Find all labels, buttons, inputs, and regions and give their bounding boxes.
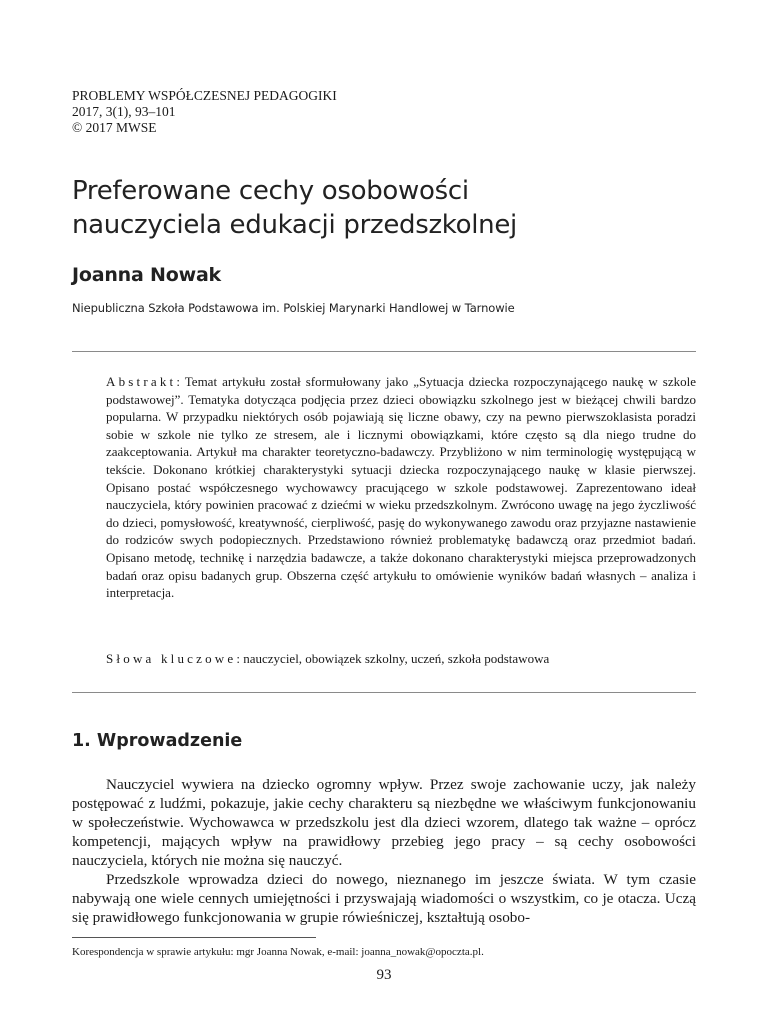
journal-header <box>72 88 337 136</box>
footnote: Korespondencja w sprawie artykułu: mgr Joanna Nowak, e-mail: joanna_nowak@opoczta.pl. <box>72 946 484 958</box>
article-title <box>72 174 517 242</box>
journal-name: PROBLEMY WSPÓŁCZESNEJ PEDAGOGIKI <box>72 88 337 103</box>
abstract-label: Abstrakt <box>106 374 177 389</box>
journal-issue: 2017, 3(1), 93–101 <box>72 104 176 119</box>
title-line-1: Preferowane cechy osobowości <box>72 176 469 206</box>
keywords <box>106 650 696 668</box>
journal-copyright: © 2017 MWSE <box>72 120 157 135</box>
section-heading: 1. Wprowadzenie <box>72 731 243 751</box>
keywords-text: : nauczyciel, obowiązek szkolny, uczeń, szkoła podstawowa <box>236 651 550 666</box>
abstract <box>106 373 696 602</box>
author-affiliation: Niepubliczna Szkoła Podstawowa im. Polskiej Marynarki Handlowej w Tarnowie <box>72 301 515 315</box>
paragraph-1: Nauczyciel wywiera na dziecko ogromny wpływ. Przez swoje zachowanie uczy, jak należy postępować z ludźmi, pokazuje, jakie cechy charakteru są niezbędne we właściwym funkcjonowaniu w społeczeństwie. Wychowawca w przedszkolu jest dla dzieci wzorem, dlatego tak ważne – oprócz kompetencji, mających wpływ na prawidłowy przebieg jego pracy – są cechy osobowości nauczyciela, których nie można się nauczyć. <box>72 776 696 869</box>
footnote-divider <box>72 937 316 938</box>
body-text <box>72 775 696 927</box>
title-line-2: nauczyciela edukacji przedszkolnej <box>72 210 517 240</box>
author-name: Joanna Nowak <box>72 264 221 286</box>
paragraph-2: Przedszkole wprowadza dzieci do nowego, nieznanego im jeszcze świata. W tym czasie nabywają one wiele cennych umiejętności i przyswajają wiadomości o wszystkim, co je otacza. Uczą się prawidłowego funkcjonowania w grupie rówieśniczej, kształtują osobo- <box>72 871 696 926</box>
keywords-label: Słowa kluczowe <box>106 651 237 666</box>
abstract-text: : Temat artykułu został sformułowany jako „Sytuacja dziecka rozpoczynającego naukę w szkole podstawowej”. Tematyka dotycząca podjęcia przez dzieci obowiązku szkolnego jest w bieżącej chwili bardzo popularna. W przypadku niektórych osób pojawiają się liczne obawy, czy na pewno pierwszoklasista poradzi sobie w szkole nie tylko ze stresem, ale i licznymi obowiązkami, które często są dla niego trudne do zaakceptowania. Artykuł ma charakter teoretyczno-badawczy. Przybliżono w nim terminologię występującą w tekście. Dokonano krótkiej charakterystyki sytuacji dziecka rozpoczynającego naukę w klasie pierwszej. Opisano postać współczesnego wychowawcy pracującego w szkole podstawowej. Zaprezentowano ideał nauczyciela, który powinien pracować z dziećmi w wieku przedszkolnym. Zwrócono uwagę na jego życzliwość do dzieci, pomysłowość, kreatywność, cierpliwość, pasję do wykonywanego zawodu oraz przyjazne nastawienie do rodziców swych podopiecznych. Przedstawiono również problematykę badawczą oraz przedmiot badań. Opisano metodę, technikę i narzędzia badawcze, a także dokonano charakterystyki miejsca przeprowadzonych badań oraz opisu badanych grup. Obszerna część artykułu to omówienie wyników badań własnych – analiza i interpretacja. <box>106 374 696 601</box>
divider-top <box>72 351 696 352</box>
page-number: 93 <box>376 967 392 983</box>
divider-bottom <box>72 692 696 693</box>
